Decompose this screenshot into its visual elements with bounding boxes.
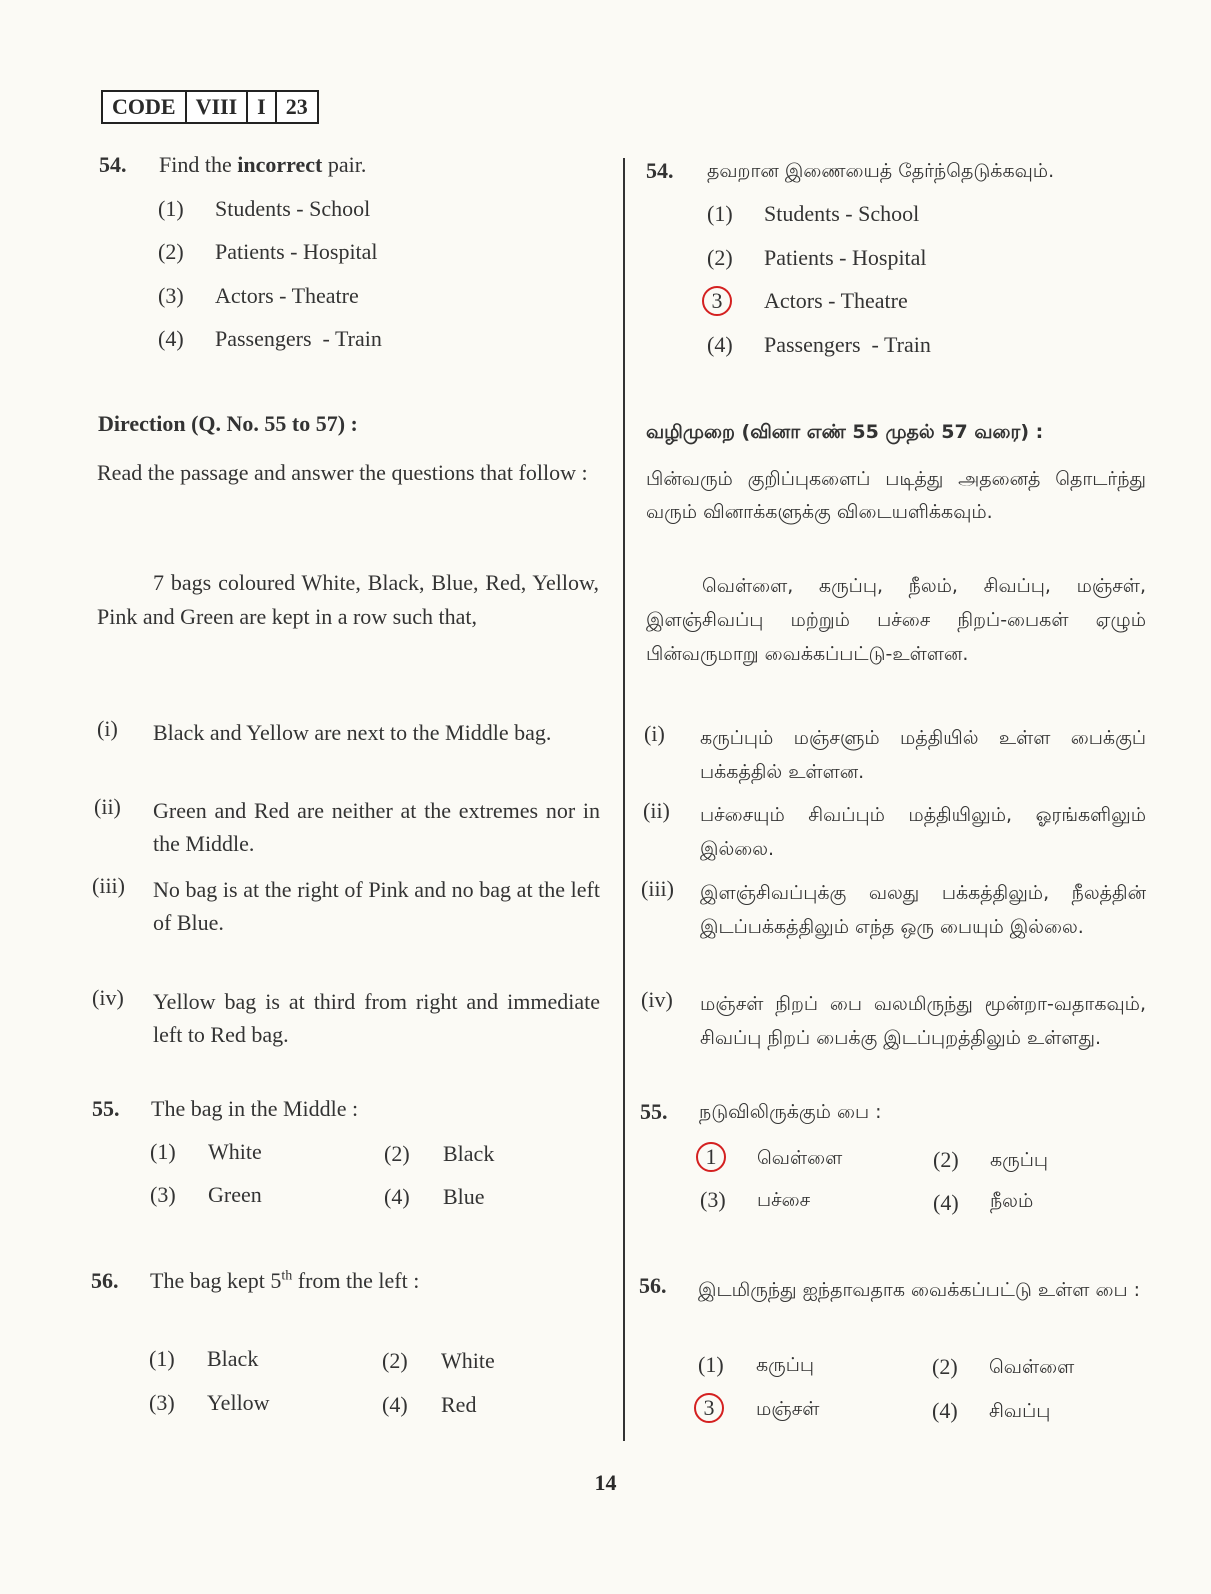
q54-en-opt2: Patients - Hospital — [215, 239, 378, 264]
cond-i-ta-num: (i) — [644, 721, 665, 746]
passage-en: 7 bags coloured White, Black, Blue, Red, Yellow, Pink and Green are kept in a row such that, — [97, 570, 599, 629]
q56-en-question: The bag kept 5th from the left : — [150, 1268, 420, 1293]
q55-en-opt2: Black — [443, 1141, 495, 1166]
q54-en-opt1-num: (1) — [158, 196, 184, 221]
q55-en-opt1: White — [208, 1139, 262, 1164]
q54-ta-opt1: Students - School — [764, 201, 920, 226]
q55-ta-opt3: பச்சை — [757, 1189, 811, 1211]
q55-ta-opt2: கருப்பு — [990, 1149, 1049, 1171]
q55-ta-opt2-num: (2) — [933, 1147, 959, 1172]
cond-ii-ta: பச்சையும் சிவப்பும் மத்தியிலும், ஓரங்களிலும் இல்லை. — [700, 804, 1146, 860]
q56-en-opt1: Black — [207, 1346, 259, 1371]
q54-en-opt1: Students - School — [215, 196, 371, 221]
q55-ta-question: நடுவிலிருக்கும் பை : — [699, 1101, 882, 1123]
q55-ta-opt1: வெள்ளை — [757, 1147, 843, 1169]
q55-en-opt4: Blue — [443, 1184, 485, 1209]
code-part-class: VIII — [187, 92, 249, 122]
cond-ii-en-num: (ii) — [94, 794, 121, 819]
q54-en-opt4: Passengers - Train — [215, 326, 382, 351]
q55-ta-opt4: நீலம் — [990, 1190, 1034, 1212]
q55-en-opt3-num: (3) — [150, 1182, 176, 1207]
cond-iii-ta: இளஞ்சிவப்புக்கு வலது பக்கத்திலும், நீலத்தின் இடப்பக்கத்திலும் எந்த ஒரு பையும் இல்லை. — [700, 882, 1146, 938]
q56-en-opt4: Red — [441, 1392, 477, 1417]
q56-en-opt1-num: (1) — [149, 1346, 175, 1371]
q54-ta-opt2: Patients - Hospital — [764, 245, 927, 270]
cond-i-en: Black and Yellow are next to the Middle bag. — [153, 720, 552, 745]
q54-en-question: Find the incorrect pair. — [159, 152, 367, 177]
q56-ta-opt3-num — [698, 1393, 724, 1423]
cond-iv-en-num: (iv) — [92, 985, 124, 1010]
page-number: 14 — [594, 1470, 617, 1495]
direction-title-ta: வழிமுறை (வினா எண் 55 முதல் 57 வரை) : — [646, 421, 1044, 443]
q54-en-opt4-num: (4) — [158, 326, 184, 351]
q56-ta-opt3: மஞ்சள் — [756, 1398, 820, 1420]
q56-en-opt2-num: (2) — [382, 1348, 408, 1373]
q56-ta-opt4-num: (4) — [932, 1398, 958, 1423]
q56-en-opt3-num: (3) — [149, 1390, 175, 1415]
cond-ii-en: Green and Red are neither at the extremes nor in the Middle. — [153, 798, 600, 856]
q55-en-opt2-num: (2) — [384, 1141, 410, 1166]
q54-ta-opt3-num — [706, 286, 732, 316]
q56-en-opt2: White — [441, 1348, 495, 1373]
q55-en-question: The bag in the Middle : — [151, 1096, 359, 1121]
column-divider — [623, 158, 625, 1441]
q54-ta-opt4: Passengers - Train — [764, 332, 931, 357]
q54-en-number: 54. — [99, 152, 127, 177]
q54-ta-opt4-num: (4) — [707, 332, 733, 357]
answer-mark-circle: 3 — [702, 286, 732, 316]
passage-ta: வெள்ளை, கருப்பு, நீலம், சிவப்பு, மஞ்சள், இளஞ்சிவப்பு மற்றும் பச்சை நிறப்-பைகள் ஏழும் பின்வருமாறு வைக்கப்பட்டு-உள்ளன. — [646, 575, 1146, 665]
q54-ta-opt3: Actors - Theatre — [764, 288, 908, 313]
q56-ta-opt4: சிவப்பு — [989, 1400, 1051, 1422]
q54-ta-opt1-num: (1) — [707, 201, 733, 226]
q55-en-opt4-num: (4) — [384, 1184, 410, 1209]
code-part-number: 23 — [285, 94, 308, 119]
q56-en-opt3: Yellow — [207, 1390, 270, 1415]
q56-ta-opt2: வெள்ளை — [989, 1356, 1075, 1378]
q54-ta-number: 54. — [646, 158, 674, 183]
q56-ta-opt1: கருப்பு — [756, 1354, 815, 1376]
q56-ta-opt1-num: (1) — [698, 1352, 724, 1377]
q56-en-opt4-num: (4) — [382, 1392, 408, 1417]
q56-ta-question: இடமிருந்து ஐந்தாவதாக வைக்கப்பட்டு உள்ள பை : — [698, 1279, 1141, 1301]
cond-i-en-num: (i) — [97, 716, 118, 741]
q54-en-opt3-num: (3) — [158, 283, 184, 308]
cond-iii-ta-num: (iii) — [641, 876, 674, 901]
code-part-paper: I — [248, 92, 277, 122]
q54-en-opt2-num: (2) — [158, 239, 184, 264]
cond-iv-ta-num: (iv) — [641, 987, 673, 1012]
code-label: CODE — [103, 92, 187, 122]
q55-ta-opt1-num — [700, 1142, 726, 1172]
code-box — [101, 90, 319, 124]
q56-ta-opt2-num: (2) — [932, 1354, 958, 1379]
cond-ii-ta-num: (ii) — [643, 798, 670, 823]
q55-ta-number: 55. — [640, 1099, 668, 1124]
direction-title-en: Direction (Q. No. 55 to 57) : — [98, 411, 358, 436]
q55-en-opt3: Green — [208, 1182, 262, 1207]
cond-iv-en: Yellow bag is at third from right and immediate left to Red bag. — [153, 989, 600, 1047]
cond-iii-en: No bag is at the right of Pink and no bag at the left of Blue. — [153, 877, 600, 935]
q56-ta-number: 56. — [639, 1273, 667, 1298]
q54-en-opt3: Actors - Theatre — [215, 283, 359, 308]
cond-iv-ta: மஞ்சள் நிறப் பை வலமிருந்து மூன்றா-வதாகவும், சிவப்பு நிறப் பைக்கு இடப்புறத்திலும் உள்ளது. — [700, 993, 1146, 1049]
answer-mark-circle: 1 — [696, 1142, 726, 1172]
cond-i-ta: கருப்பும் மஞ்சளும் மத்தியில் உள்ள பைக்குப் பக்கத்தில் உள்ளன. — [700, 727, 1146, 783]
q54-ta-question: தவறான இணையைத் தேர்ந்தெடுக்கவும். — [707, 160, 1055, 182]
q55-ta-opt3-num: (3) — [700, 1187, 726, 1212]
direction-text-en: Read the passage and answer the questions that follow : — [97, 460, 588, 485]
answer-mark-circle: 3 — [694, 1393, 724, 1423]
direction-text-ta: பின்வரும் குறிப்புகளைப் படித்து அதனைத் தொடர்ந்து வரும் வினாக்களுக்கு விடையளிக்கவும். — [646, 468, 1146, 523]
q55-ta-opt4-num: (4) — [933, 1190, 959, 1215]
q55-en-number: 55. — [92, 1096, 120, 1121]
cond-iii-en-num: (iii) — [92, 873, 125, 898]
q56-en-number: 56. — [91, 1268, 119, 1293]
q55-en-opt1-num: (1) — [150, 1139, 176, 1164]
q54-ta-opt2-num: (2) — [707, 245, 733, 270]
